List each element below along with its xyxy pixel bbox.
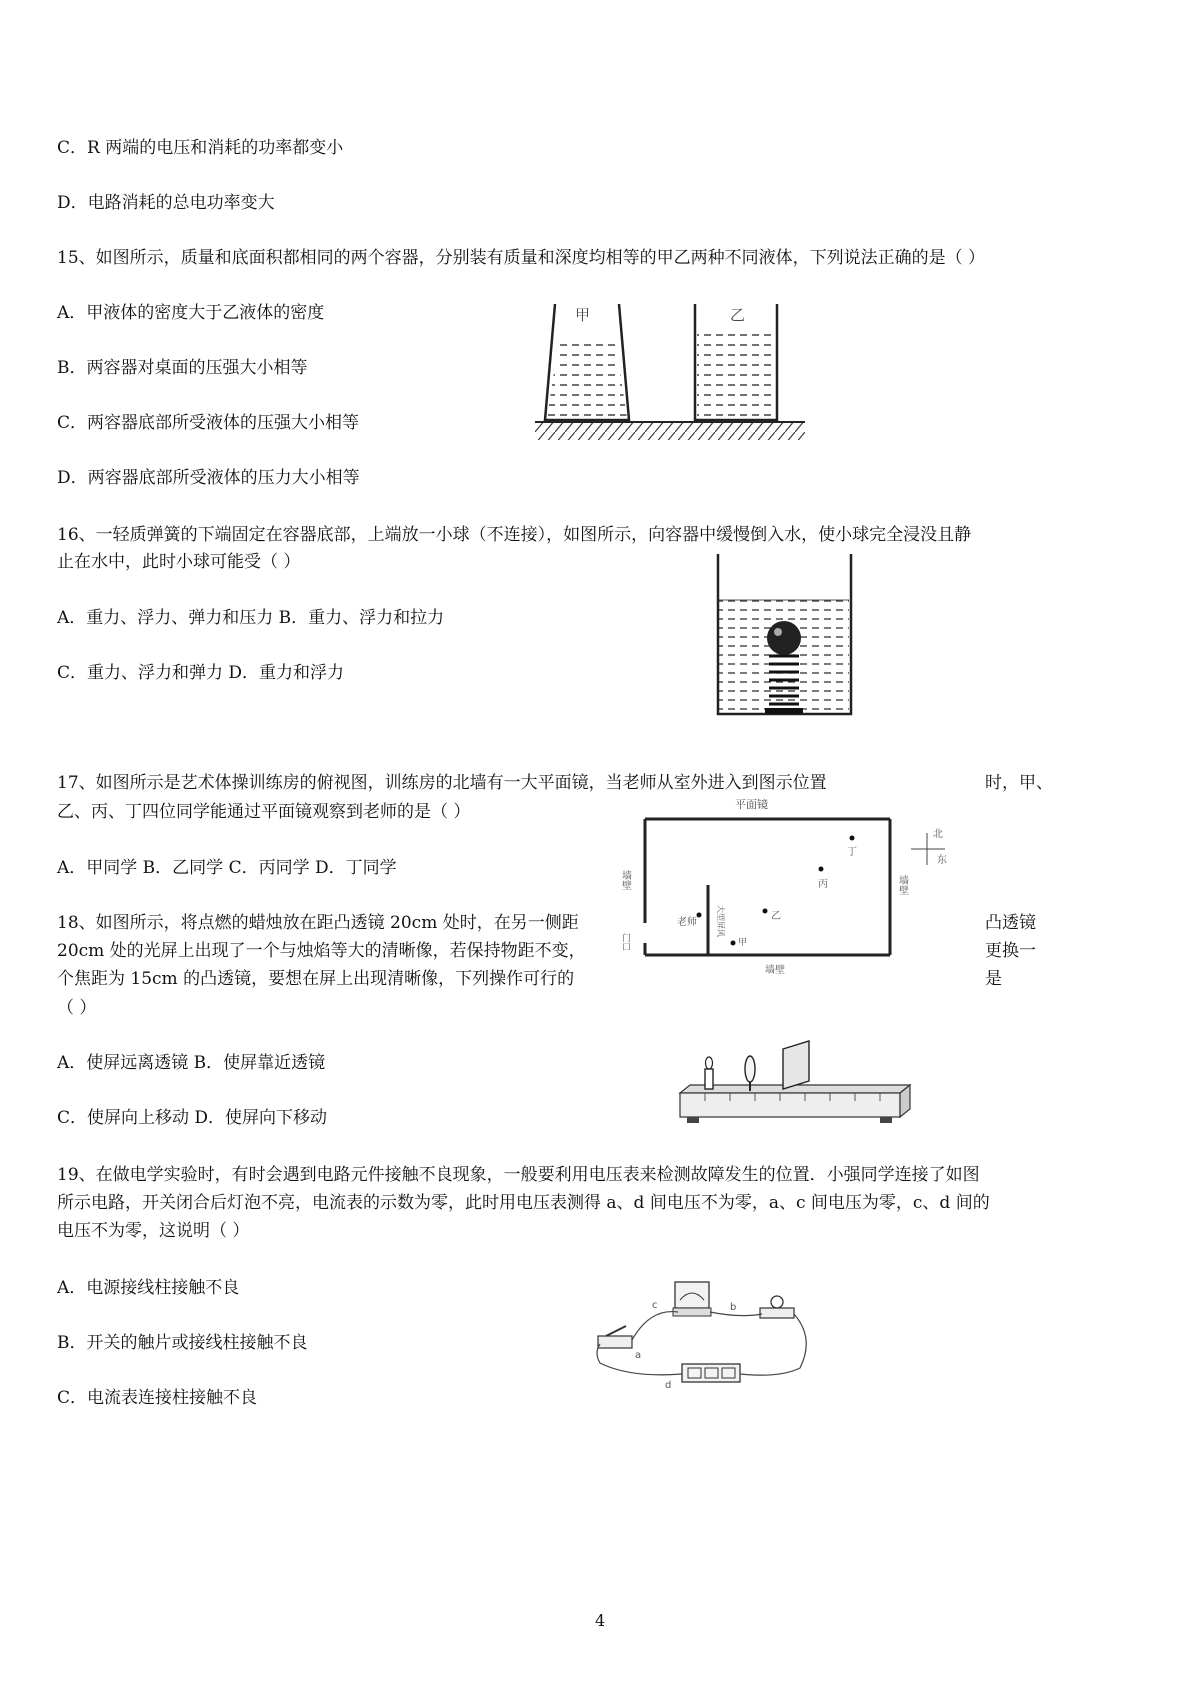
q18-line3a: 个焦距为 15cm 的凸透镜，要想在屏上出现清晰像，下列操作可行的 [57,969,575,989]
q16-ball [767,621,801,655]
svg-text:乙: 乙 [771,911,781,922]
q19-option-c: C．电流表连接柱接触不良 [57,1388,258,1408]
q19-option-a: A．电源接线柱接触不良 [57,1278,240,1298]
q15-option-d: D．两容器底部所受液体的压力大小相等 [57,468,360,488]
svg-text:a: a [635,1350,642,1361]
q17-options: A．甲同学 B．乙同学 C．丙同学 D．丁同学 [57,858,397,878]
q14-option-d: D．电路消耗的总电功率变大 [57,193,275,213]
q16-option-cd: C．重力、浮力和弹力 D．重力和浮力 [57,663,345,683]
q15-right-liquid [697,328,775,418]
q19-option-b: B．开关的触片或接线柱接触不良 [57,1333,308,1353]
q18-line4: （ ） [57,998,97,1018]
q17-label-mirror: 平面镜 [735,798,768,811]
q19-battery [682,1364,740,1382]
svg-text:墙壁: 墙壁 [619,870,631,890]
svg-text:b: b [730,1302,737,1313]
svg-text:门口: 门口 [620,933,630,951]
svg-text:墙壁: 墙壁 [896,875,908,895]
q18-candle [705,1069,713,1089]
q15-option-b: B．两容器对桌面的压强大小相等 [57,358,308,378]
svg-text:c: c [652,1300,658,1311]
q18-lens [745,1056,755,1082]
q16-option-ab: A．重力、浮力、弹力和压力 B．重力、浮力和拉力 [57,608,445,628]
q17-stem-line2: 乙、丙、丁四位同学能通过平面镜观察到老师的是（ ） [57,802,471,822]
q18-line1b: 凸透镜 [985,913,1036,933]
svg-text:东: 东 [937,855,947,866]
q19-line1: 19、在做电学实验时，有时会遇到电路元件接触不良现象，一般要利用电压表来检测故障发生的位置．小强同学连接了如图 [57,1165,980,1185]
q19-lamp-base [760,1308,794,1318]
q19-line2: 所示电路，开关闭合后灯泡不亮，电流表的示数为零，此时用电压表测得 a、d 间电压不为零，a、c 间电压为零，c、d 间的 [57,1193,990,1213]
q17-stem-line1a: 17、如图所示是艺术体操训练房的俯视图，训练房的北墙有一大平面镜，当老师从室外进入到图示位置 [57,773,827,793]
svg-text:丙: 丙 [818,879,828,890]
q16-stem-line1: 16、一轻质弹簧的下端固定在容器底部，上端放一小球（不连接），如图所示，向容器中缓慢倒入水，使小球完全浸没且静 [57,525,972,545]
svg-text:d: d [665,1380,672,1391]
q15-option-c: C．两容器底部所受液体的压强大小相等 [57,413,360,433]
q18-line3b: 是 [985,969,1002,989]
svg-text:墙壁: 墙壁 [765,965,785,976]
q15-containers-figure [535,300,805,442]
q18-option-cd: C．使屏向上移动 D．使屏向下移动 [57,1108,328,1128]
q18-option-ab: A．使屏远离透镜 B．使屏靠近透镜 [57,1053,326,1073]
svg-text:老师: 老师 [677,917,697,928]
q16-stem-line2: 止在水中，此时小球可能受（ ） [57,552,301,572]
q17-floorplan-figure [615,795,965,980]
q18-line1a: 18、如图所示，将点燃的蜡烛放在距凸透镜 20cm 处时，在另一侧距 [57,913,579,933]
q19-ammeter [675,1282,709,1308]
q17-stem-line1b: 时，甲、 [985,773,1053,793]
svg-text:丁: 丁 [847,847,857,858]
q19-line3: 电压不为零，这说明（ ） [57,1221,250,1241]
q15-option-a: A．甲液体的密度大于乙液体的密度 [57,303,325,323]
q16-spring-ball-figure [715,552,855,718]
q19-switch [598,1336,632,1348]
q19-lamp [771,1296,783,1308]
q14-option-c: C．R 两端的电压和消耗的功率都变小 [57,138,344,158]
q18-line2a: 20cm 处的光屏上出现了一个与烛焰等大的清晰像，若保持物距不变， [57,941,586,961]
q18-optical-bench-figure [675,1035,915,1135]
q15-label-jia: 甲 [575,306,591,324]
q17-label-divider: 大型屏风 [716,905,725,937]
q15-left-liquid [547,338,627,418]
q18-screen [783,1041,809,1089]
q16-spring [769,656,799,704]
q19-circuit-figure [590,1278,820,1403]
svg-text:甲: 甲 [738,938,748,948]
q15-stem: 15、如图所示，质量和底面积都相同的两个容器，分别装有质量和深度均相等的甲乙两种不同液体，下列说法正确的是（ ） [57,248,986,268]
svg-text:北: 北 [933,829,943,840]
q18-line2b: 更换一 [985,941,1036,961]
page-number: 4 [595,1611,606,1630]
q15-label-yi: 乙 [730,306,746,324]
